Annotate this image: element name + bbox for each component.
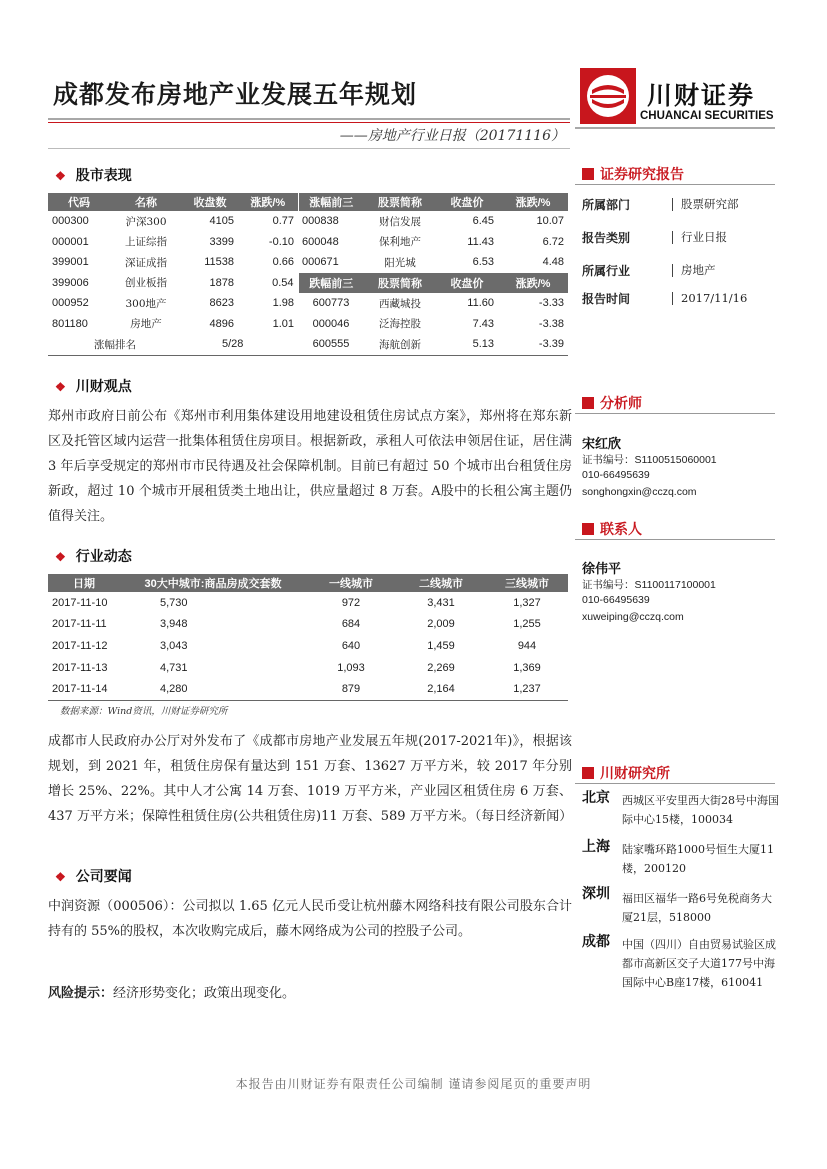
report-title: 成都发布房地产业发展五年规划 [53, 80, 418, 109]
table-row: 2017-11-14 4,280 879 2,164 1,237 [48, 678, 568, 700]
sidebar-heading-institute: 川财研究所 [582, 763, 670, 783]
red-square-icon [582, 767, 594, 779]
table-row: 2017-11-13 4,731 1,093 2,269 1,369 [52, 661, 541, 674]
info-label-department: 所属部门 [582, 198, 631, 212]
table-row: 000952 300地产 8623 1.98 600773 西藏城投 11.60 -3.33 [52, 297, 564, 310]
info-label-industry: 所属行业 [582, 264, 631, 278]
header-date: 日期 [48, 574, 120, 592]
contact-cert: 证书编号：S1100117100001 [582, 579, 716, 591]
info-value-department: 股票研究部 [672, 198, 739, 211]
risk-text: 经济形势变化；政策出现变化。 [113, 986, 296, 1001]
info-value-industry: 房地产 [672, 264, 716, 277]
info-label-date: 报告时间 [582, 292, 631, 306]
section-heading-view: ❖ 川财观点 [55, 379, 132, 395]
company-paragraph: 中润资源（000506）：公司拟以 1.65 亿元人民币受让杭州藤木网络科技有限公司股东合计持有的 55%的股权，本次收购完成后，藤木网络成为公司的控股子公司。 [48, 899, 572, 939]
header-tier3: 三线城市 [486, 574, 568, 592]
view-paragraph: 郑州市政府日前公布《郑州市利用集体建设用地建设租赁住房试点方案》，郑州将在郑东新区及托管区域内运营一批集体租赁住房项目。根据新政，承租人可依法申领居住证，居住满 3 年后享受规定的郑州市市民待遇及社会保障机制。目前已有超过 50 个城市出台租赁住房新政，超过 10 个城市开展租赁类土地出让，供应量超过 8 万套。A股中的长租公寓主题仍值得关注。 [48, 409, 572, 524]
risk-label: 风险提示： [48, 986, 114, 1001]
sidebar-divider [575, 539, 775, 540]
office-address-beijing: 西城区平安里西大街28号中海国际中心15楼，100034 [622, 794, 779, 826]
office-city-shenzhen: 深圳 [582, 886, 610, 902]
logo-chinese-name: 川财证券 [647, 81, 756, 110]
industry-table-header [48, 574, 568, 592]
header-top-losers: 跌幅前三 [298, 273, 364, 294]
sidebar-heading-report: 证券研究报告 [582, 164, 684, 184]
logo-english-name: CHUANCAI SECURITIES [640, 110, 774, 122]
contact-name: 徐伟平 [582, 562, 622, 577]
logo-divider [575, 127, 775, 129]
header-loser-change: 涨跌/% [498, 273, 568, 294]
contact-email: xuweiping@cczq.com [582, 611, 684, 623]
title-divider-accent [48, 122, 570, 123]
sidebar-divider [575, 184, 775, 185]
market-table-header [48, 193, 568, 211]
data-source-note: 数据来源：Wind资讯，川财证券研究所 [60, 706, 228, 717]
header-top-gainers: 涨幅前三 [298, 193, 364, 211]
subtitle-divider [48, 148, 570, 149]
table-row: 399006 创业板指 1878 0.54 跌幅前三 股票简称 收盘价 涨跌/% [48, 273, 568, 294]
title-divider [48, 118, 570, 120]
header-change: 涨跌/% [238, 193, 298, 211]
header-code: 代码 [48, 193, 110, 211]
table-row: 801180 房地产 4896 1.01 000046 泛海控股 7.43 -3.38 [52, 317, 564, 331]
table-row: 2017-11-10 5,730 972 3,431 1,327 [52, 596, 541, 609]
analyst-name: 宋红欣 [582, 437, 622, 452]
rank-label: 涨幅排名 [94, 338, 136, 351]
red-square-icon [582, 168, 594, 180]
table-row: 2017-11-11 3,948 684 2,009 1,255 [52, 618, 541, 631]
risk-warning [48, 981, 572, 1006]
diamond-bullet-icon: ❖ [55, 870, 66, 884]
header-loser-close: 收盘价 [436, 273, 498, 294]
office-city-beijing: 北京 [582, 790, 610, 806]
rank-value: 5/28 [222, 338, 244, 351]
header-tier2: 二线城市 [396, 574, 486, 592]
sidebar-divider [575, 413, 775, 414]
header-stock-close: 收盘价 [436, 193, 498, 211]
diamond-bullet-icon: ❖ [55, 550, 66, 564]
section-heading-market: ❖ 股市表现 [55, 168, 132, 184]
table-row: 399001 深证成指 11538 0.66 000671 阳光城 6.53 4.48 [52, 256, 564, 269]
office-address-chengdu: 中国（四川）自由贸易试验区成都市高新区交子大道177号中海国际中心B座17楼，610041 [622, 938, 776, 989]
header-stock-name: 股票简称 [364, 193, 436, 211]
analyst-phone: 010-66495639 [582, 469, 650, 481]
info-value-date: 2017/11/16 [672, 292, 747, 305]
header-total: 30大中城市:商品房成交套数 [120, 574, 306, 592]
analyst-email: songhongxin@cczq.com [582, 486, 697, 498]
table-row: 涨幅排名 5/28 600555 海航创新 5.13 -3.39 [48, 334, 568, 355]
table-row: 000300 沪深300 4105 0.77 000838 财信发展 6.45 10.07 [52, 215, 564, 228]
sidebar-divider [575, 783, 775, 784]
contact-phone: 010-66495639 [582, 594, 650, 606]
chuancai-logo-icon [580, 68, 636, 124]
diamond-bullet-icon: ❖ [55, 380, 66, 394]
info-value-category: 行业日报 [672, 231, 727, 244]
header-name: 名称 [110, 193, 182, 211]
header-stock-change: 涨跌/% [498, 193, 568, 211]
sidebar-heading-analyst: 分析师 [582, 393, 642, 413]
industry-paragraph: 成都市人民政府办公厅对外发布了《成都市房地产业发展五年规(2017-2021年)》，根据该规划，到 2021 年，租赁住房保有量达到 151 万套、13627 万平方米，较 2017 年分别增长 25%、22%。其中人才公寓 14 万套、1019 万平方米，产业园区租赁住房 6 万套、437 万平方米；保障性租赁住房(公共租赁住房)11 万套、589 万平方米。（每日经济新闻） [48, 734, 573, 824]
table-row: 2017-11-12 3,043 640 1,459 944 [52, 639, 537, 652]
page-footer: 本报告由川财证券有限责任公司编制 谨请参阅尾页的重要声明 [235, 1077, 592, 1091]
table-row: 000001 上证综指 3399 -0.10 600048 保利地产 11.43 6.72 [52, 235, 564, 249]
office-city-shanghai: 上海 [582, 839, 610, 855]
section-heading-industry: ❖ 行业动态 [55, 549, 132, 565]
header-close: 收盘数 [182, 193, 238, 211]
info-label-category: 报告类别 [582, 231, 631, 245]
header-tier1: 一线城市 [306, 574, 396, 592]
industry-table [48, 574, 568, 701]
office-address-shanghai: 陆家嘴环路1000号恒生大厦11楼，200120 [622, 843, 774, 875]
red-square-icon [582, 523, 594, 535]
office-address-shenzhen: 福田区福华一路6号免税商务大厦21层，518000 [622, 892, 772, 924]
sidebar-heading-contact: 联系人 [582, 519, 642, 539]
analyst-cert: 证书编号：S1100515060001 [582, 454, 717, 466]
header-loser-name: 股票简称 [364, 273, 436, 294]
report-subtitle: ——房地产行业日报（20171116） [339, 128, 565, 144]
office-city-chengdu: 成都 [582, 934, 610, 950]
diamond-bullet-icon: ❖ [55, 169, 66, 183]
red-square-icon [582, 397, 594, 409]
market-table [48, 193, 568, 356]
section-heading-company: ❖ 公司要闻 [55, 869, 132, 885]
